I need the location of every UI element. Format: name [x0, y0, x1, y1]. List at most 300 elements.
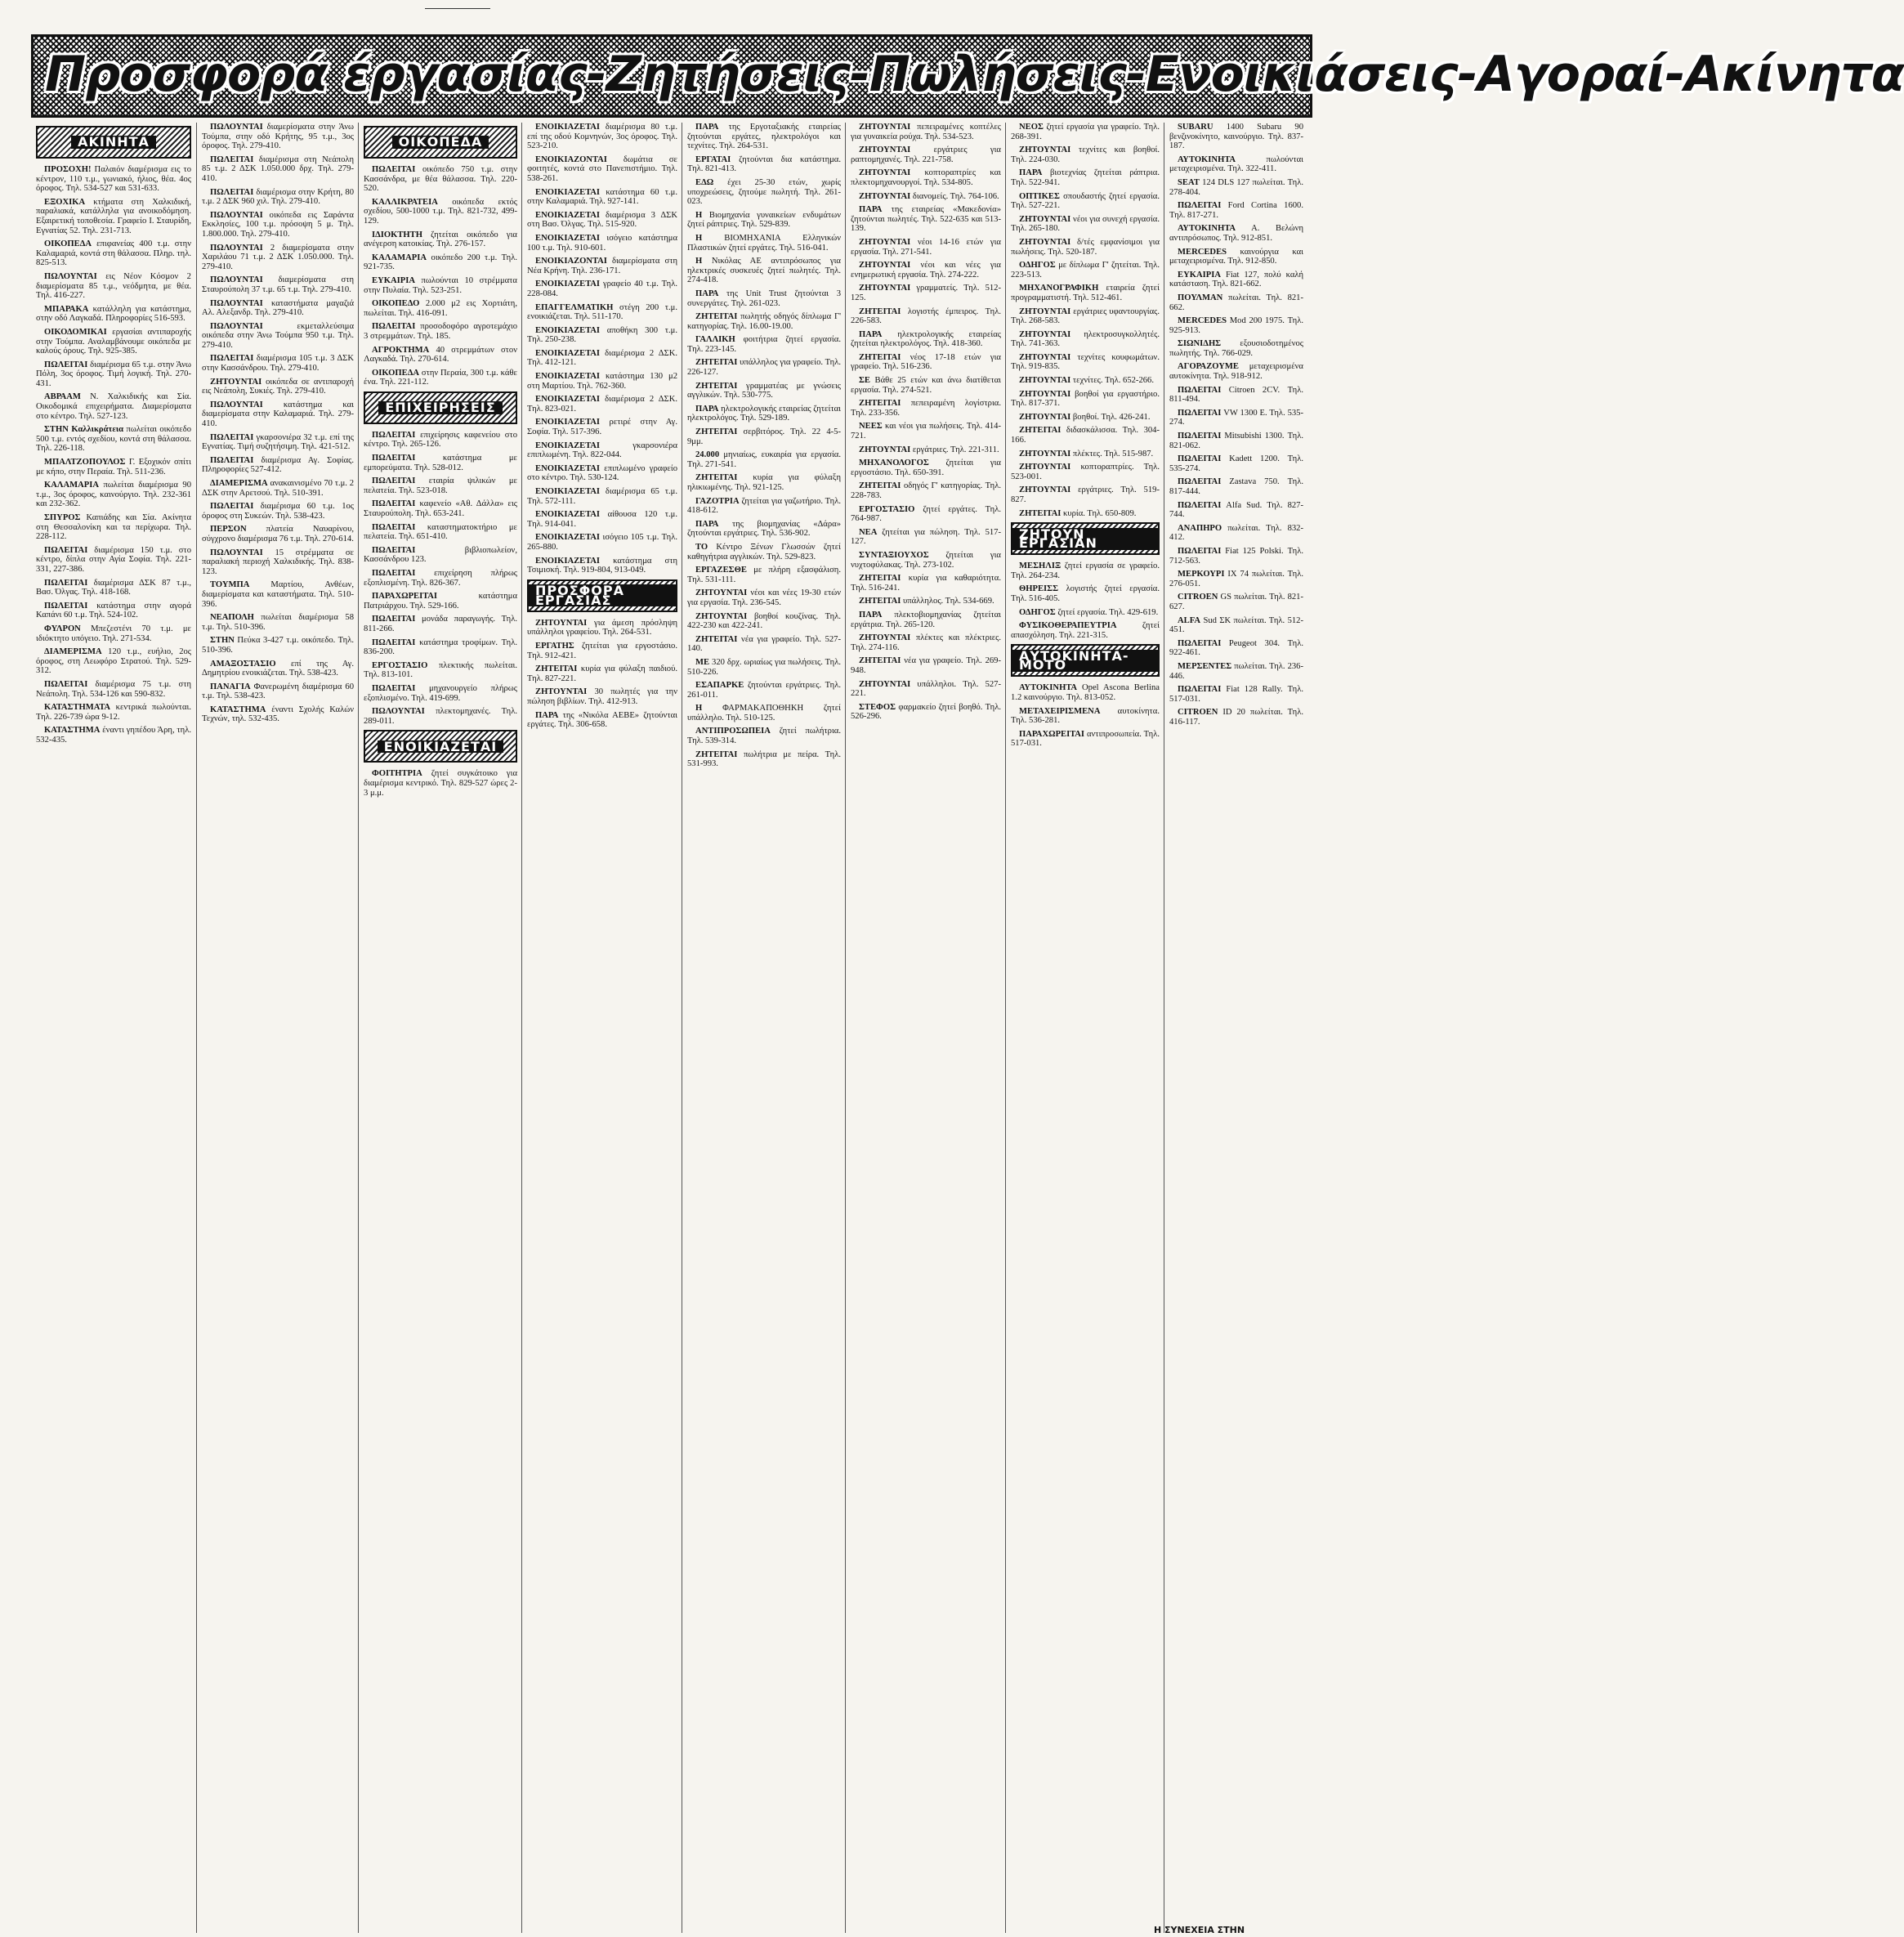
ad-text: 40 στρεμμάτων στον Λαγκαδά. Τηλ. 270-614.: [364, 345, 517, 365]
ad-text: 1400 Subaru 90 βενζινοκίνητο, καινούργιο. Τηλ. 837-187.: [1169, 123, 1303, 151]
ad-text: Βιομηχανία γυναικείων ενδυμάτων ζητεί ράπτριες. Τηλ. 529-839.: [687, 210, 841, 230]
ad-text: εταιρία ψιλικών με πελατεία. Τηλ. 523-018.: [364, 476, 517, 495]
classified-ad: [687, 612, 841, 631]
ad-text: οικόπεδα εις Σαράντα Εκκλησίες, 100 τ.μ. πρόσοψη 5 μ. Τηλ. 1.800.000. Τηλ. 279-410.: [202, 210, 354, 239]
ad-text: Zastava 750. Τηλ. 817-444.: [1169, 477, 1303, 496]
classified-ad: [851, 445, 1001, 455]
ad-lead: ΖΗΤΟΥΝΤΑΙ: [1019, 237, 1071, 247]
ad-lead: ΖΗΤΟΥΝΤΑΙ: [1019, 463, 1071, 472]
ad-lead: ΖΗΤΟΥΝΤΑΙ: [859, 261, 911, 271]
classified-ad: [364, 569, 517, 588]
classified-ad: [687, 427, 841, 446]
ad-text: της Unit Trust ζητούνται 3 συνεργάτες. Τηλ. 261-023.: [687, 289, 841, 308]
ad-text: νέοι και νέες 19-30 ετών για εργασία. Τηλ. 236-545.: [687, 588, 841, 607]
ad-lead: ΠΩΛΕΙΤΑΙ: [1178, 477, 1222, 487]
classified-ad: [687, 257, 841, 285]
ad-text: σερβιτόρος. Τηλ. 22 4-5-9μμ.: [687, 427, 841, 446]
classified-ad: [364, 276, 517, 295]
ad-lead: SUBARU: [1178, 123, 1213, 132]
ad-lead: ΕΝΟΙΚΙΑΖΕΤΑΙ: [535, 348, 601, 358]
ad-text: ζητείται για εργοστάσιο. Τηλ. 912-421.: [527, 641, 678, 660]
classified-ad: [687, 405, 841, 423]
classified-ad: [1011, 390, 1160, 409]
classified-ad: [1169, 570, 1303, 588]
ad-lead: ΚΑΛΑΜΑΡΙΑ: [44, 481, 100, 490]
ad-lead: ΠΑΡΑ: [695, 123, 719, 132]
classified-ad: [364, 592, 517, 611]
ad-text: ζητεί απασχόληση. Τηλ. 221-315.: [1011, 621, 1160, 640]
classified-ad: [687, 289, 841, 308]
classified-ad: [364, 454, 517, 472]
ad-text: φοιτήτρια ζητεί εργασία. Τηλ. 223-145.: [687, 335, 841, 354]
classified-ad: [36, 165, 191, 194]
classified-ad: [851, 330, 1001, 349]
ad-lead: ΕΝΟΙΚΙΑΖΕΤΑΙ: [535, 487, 601, 496]
classified-ad: [527, 395, 677, 414]
classified-ad: [1169, 501, 1303, 520]
classified-ad: [1011, 145, 1160, 164]
banner-title: Προσφορά έργασίας-Ζητήσεις-Πωλήσεις-Ενοικιάσεις-Αγοραί-Ακίνητα: [45, 46, 1904, 103]
ad-lead: ΖΗΤΟΥΝΤΑΙ: [859, 679, 911, 689]
classified-ad: [36, 703, 191, 722]
classified-ad: [202, 155, 354, 184]
section-header: [1011, 522, 1160, 555]
classified-ad: [364, 431, 517, 450]
ad-lead: ΠΩΛΕΙΤΑΙ: [210, 187, 254, 197]
ad-text: διαμέρισμα Αγ. Σοφίας. Πληροφορίες 527-412.: [202, 455, 354, 475]
ad-text: κατάστημα στην αγορά Καπάνι 60 τ.μ. Τηλ. 524-102.: [36, 601, 191, 620]
ad-text: διαμέρισμα 65 τ.μ. Τηλ. 572-111.: [527, 487, 677, 506]
ad-lead: ΦΟΙΤΗΤΡΙΑ: [372, 769, 422, 779]
ad-text: διαμέρισμα 105 τ.μ. 3 ΔΣΚ στην Κασσάνδρου. Τηλ. 279-410.: [202, 354, 354, 374]
ad-text: γραμματείς. Τηλ. 512-125.: [851, 284, 1001, 302]
ad-lead: ΤΟΥΜΠΑ: [210, 580, 250, 590]
ad-text: εργασίαι αντιπαροχής στην Τούμπα. Αναλαμβάνουμε οικόπεδα με καλούς όρους. Τηλ. 925-385.: [36, 327, 191, 356]
ad-text: διαμέρισμα ΔΣΚ 87 τ.μ., Βασ. Όλγας. Τηλ. 418-168.: [36, 578, 191, 597]
ad-text: Ford Cortina 1600. Τηλ. 817-271.: [1169, 201, 1303, 220]
classified-ad: [1011, 463, 1160, 481]
ad-text: κατάστημα με εμπορεύματα. Τηλ. 528-012.: [364, 454, 517, 472]
classified-ad: [687, 155, 841, 174]
ad-text: πωλούνται 10 στρέμματα στην Πυλαία. Τηλ. 523-251.: [364, 275, 517, 295]
classified-ad: [687, 497, 841, 516]
classified-ad: [1169, 454, 1303, 473]
ad-text: γκαρσονιέρα 32 τ.μ. επί της Εγνατίας. Τιμή συζητήσιμη. Τηλ. 421-512.: [202, 432, 354, 452]
ad-lead: ΠΑΡΑ: [1019, 168, 1043, 178]
ad-text: της εταιρείας «Μακεδονία» ζητούνται πωλητές. Τηλ. 522-635 και 513-139.: [851, 205, 1001, 234]
ad-text: της βιομηχανίας «Δάρα» ζητούνται εργάτριες. Τηλ. 536-902.: [687, 519, 841, 539]
ad-lead: ALFA: [1178, 615, 1201, 625]
section-header: [364, 730, 517, 763]
classified-column: [521, 123, 682, 1933]
ad-text: ζητεί συγκάτοικο για διαμέρισμα κεντρικό. Τηλ. 829-527 ώρες 2-3 μ.μ.: [364, 769, 517, 798]
classified-ad: [1169, 155, 1303, 174]
classified-ad: [36, 328, 191, 356]
ad-text: ΙΧ 74 πωλείται. Τηλ. 276-051.: [1169, 570, 1303, 588]
ad-lead: ΠΩΛΕΙΤΑΙ: [1178, 500, 1222, 510]
ad-text: πωλείται οικόπεδο 500 τ.μ. εντός σχεδίου, κοντά στη θάλασσα. Τηλ. 226-118.: [36, 425, 191, 454]
ad-lead: ΣΤΗΝ: [210, 636, 235, 646]
ad-text: στην Περαία, 300 τ.μ. κάθε ένα. Τηλ. 221-112.: [364, 368, 517, 387]
ad-lead: ΖΗΤΟΥΝΤΑΙ: [535, 618, 588, 628]
classified-ad: [527, 533, 677, 552]
ad-text: GS πωλείται. Τηλ. 821-627.: [1169, 593, 1303, 611]
ad-lead: ΖΗΤΟΥΝΤΑΙ: [210, 377, 262, 387]
ad-text: πωλήτρια με πείρα. Τηλ. 531-993.: [687, 749, 841, 769]
ad-text: Alfa Sud. Τηλ. 827-744.: [1169, 500, 1303, 520]
ad-text: ζητεί εργάτες. Τηλ. 764-987.: [851, 504, 1002, 524]
classified-ad: [851, 205, 1001, 234]
classified-ad: [527, 123, 677, 151]
classified-ad: [851, 459, 1001, 477]
classified-ad: [202, 188, 354, 207]
classified-ad: [364, 707, 517, 726]
ad-lead: ΑΝΤΙΠΡΟΣΩΠΕΙΑ: [695, 727, 771, 736]
ad-lead: ΜΕΡΣΕΝΤΕΣ: [1178, 661, 1232, 671]
ad-text: ΒΙΟΜΗΧΑΝΙΑ Ελληνικών Πλαστικών ζητεί εργάτες. Τηλ. 516-041.: [687, 233, 841, 253]
ad-lead: ΖΗΤΕΙΤΑΙ: [859, 574, 901, 584]
ad-lead: ΟΙΚΟΠΕΔΟ: [372, 299, 420, 309]
ad-text: διαμέρισμα 65 τ.μ. στην Άνω Πόλη, 3ος όροφος. Τιμή λογική. Τηλ. 270-431.: [36, 360, 191, 388]
ad-text: σπουδαστής ζητεί εργασία. Τηλ. 527-221.: [1011, 191, 1160, 211]
classified-ad: [36, 647, 191, 676]
ad-text: ζητεί εργασία για γραφείο. Τηλ. 268-391.: [1011, 123, 1160, 141]
ad-text: Fiat 127, πολύ καλή κατάσταση. Τηλ. 821-662.: [1169, 270, 1303, 289]
ad-lead: ΠΩΛΟΥΝΤΑΙ: [210, 298, 263, 308]
ad-lead: ΓΑΖΟΤΡΙΑ: [695, 496, 740, 506]
ad-text: αυτοκίνητα. Τηλ. 536-281.: [1011, 706, 1160, 726]
ad-lead: ΠΑΡΑΧΩΡΕΙΤΑΙ: [372, 592, 438, 602]
ad-lead: ΖΗΤΟΥΝΤΑΙ: [859, 123, 911, 132]
ad-lead: ΠΩΛΕΙΤΑΙ: [1178, 432, 1222, 441]
ad-text: διαμέρισμα 150 τ.μ. στο κέντρο, δίπλα στην Αγία Σοφία. Τηλ. 221-331, 227-386.: [36, 545, 191, 574]
ad-text: και νέοι για πωλήσεις. Τηλ. 414-721.: [851, 422, 1001, 441]
classified-ad: [1169, 685, 1303, 704]
ad-text: Fiat 125 Polski. Τηλ. 712-563.: [1169, 546, 1303, 566]
ad-text: ID 20 πωλείται. Τηλ. 416-117.: [1169, 708, 1303, 727]
classified-ad: [527, 257, 677, 275]
classified-ad: [36, 513, 191, 542]
classified-ad: [1169, 386, 1303, 405]
classified-ad: [1011, 426, 1160, 445]
ad-lead: ΕΝΟΙΚΙΑΖΟΝΤΑΙ: [535, 154, 607, 164]
ad-lead: ΠΩΛΟΥΝΤΑΙ: [210, 400, 263, 409]
ad-text: επιφανείας 400 τ.μ. στην Καλαμαριά, κοντά στη θάλασσα. Πληρ. τηλ. 825-513.: [36, 239, 191, 268]
ad-lead: ΖΗΤΟΥΝΤΑΙ: [1019, 412, 1071, 422]
ad-text: εργάτριες υφαντουργίας. Τηλ. 268-583.: [1011, 306, 1160, 326]
ad-lead: ΔΙΑΜΕΡΙΣΜΑ: [44, 647, 102, 657]
classified-ad: [1169, 432, 1303, 450]
ad-lead: ΠΩΛΟΥΝΤΑΙ: [210, 275, 263, 285]
ad-text: κοπτοραπτρίες. Τηλ. 523-001.: [1011, 463, 1160, 481]
ad-text: αποθήκη 300 τ.μ. Τηλ. 250-238.: [527, 325, 677, 345]
ad-lead: ΠΩΛΕΙΤΑΙ: [1178, 201, 1222, 211]
ad-lead: ΠΕΡΣΟΝ: [210, 525, 247, 535]
classified-ad: [687, 312, 841, 331]
classified-ad: [687, 704, 841, 722]
classified-ad: [1011, 330, 1160, 349]
classified-ad: [527, 188, 677, 207]
ad-text: οδηγός Γ' κατηγορίας. Τηλ. 228-783.: [851, 481, 1001, 500]
ad-text: Νικόλας ΑΕ αντιπρόσωπος για ηλεκτρικές συσκευές ζητεί πωλητές. Τηλ. 274-418.: [687, 257, 841, 285]
classified-ad: [851, 633, 1001, 652]
ad-text: Peugeot 304. Τηλ. 922-461.: [1169, 638, 1303, 658]
section-header: [364, 126, 517, 159]
classified-ad: [851, 528, 1001, 547]
ad-lead: ΖΗΤΕΙΤΑΙ: [859, 597, 901, 606]
ad-text: διαμέρισμα 75 τ.μ. στη Νεάπολη. Τηλ. 534-126 και 590-832.: [36, 679, 191, 699]
ad-lead: ΠΑΡΑ: [535, 710, 559, 720]
ad-lead: ΖΗΤΕΙΤΑΙ: [695, 749, 738, 759]
classified-ad: [527, 418, 677, 436]
classified-ad: [527, 664, 677, 683]
ad-text: ηλεκτρολογικής εταιρείας ζητείται ηλεκτρολόγος. Τηλ. 529-189.: [687, 404, 841, 423]
classified-ad: [364, 684, 517, 703]
ad-text: διανομείς. Τηλ. 764-106.: [912, 191, 999, 201]
ad-lead: ΖΗΤΕΙΤΑΙ: [695, 634, 738, 644]
classified-ad: [1011, 561, 1160, 580]
classified-ad: [364, 769, 517, 798]
ad-lead: ΠΩΛΕΙΤΑΙ: [1178, 408, 1222, 418]
ad-text: κυρία για φύλαξη παιδιού. Τηλ. 827-221.: [527, 664, 677, 683]
ad-lead: ΜΠΑΛΤΖΟΠΟΥΛΟΣ: [44, 458, 126, 467]
ad-text: βοηθοί για εργαστήριο. Τηλ. 817-371.: [1011, 389, 1160, 409]
classified-ad: [527, 687, 677, 706]
classified-ad: [687, 588, 841, 607]
ad-lead: ΖΗΤΟΥΝΤΑΙ: [1019, 145, 1071, 155]
ad-text: καινούργια και μεταχειρισμένα. Τηλ. 912-850.: [1169, 247, 1303, 266]
classified-ad: [687, 750, 841, 769]
ad-text: VW 1300 Ε. Τηλ. 535-274.: [1169, 408, 1303, 427]
ad-text: επιχείρηση πλήρως εξοπλισμένη. Τηλ. 826-367.: [364, 569, 517, 588]
top-rule: [425, 8, 490, 9]
ad-lead: ΜΕΣΗΛΙΞ: [1019, 561, 1062, 571]
ad-lead: ΕΝΟΙΚΙΑΖΕΤΑΙ: [535, 210, 601, 220]
section-title: ΟΙΚΟΠΕΔΑ: [392, 136, 489, 149]
ad-lead: ΕΡΓΟΣΤΑΣΙΟ: [859, 504, 915, 514]
ad-text: με πλήρη εξασφάλιση. Τηλ. 531-111.: [687, 566, 841, 584]
classified-ad: [851, 145, 1001, 164]
ad-text: νέα για γραφείο. Τηλ. 269-948.: [851, 656, 1001, 675]
ad-lead: ΑΝΑΠΗΡΟ: [1178, 523, 1222, 533]
ad-text: τεχνίτες. Τηλ. 652-266.: [1072, 376, 1154, 386]
ad-text: δωμάτια σε φοιτητές, κοντά στο Πανεπιστήμιο. Τηλ. 538-261.: [527, 154, 677, 183]
ad-text: υπάλληλοι. Τηλ. 527-221.: [851, 679, 1001, 699]
ad-text: βοηθοί. Τηλ. 426-241.: [1072, 412, 1151, 422]
classified-ad: [36, 624, 191, 643]
ad-text: διαμέρισμα 60 τ.μ. 1ος όροφος στη Συκεών. Τηλ. 538-423.: [202, 502, 354, 521]
ad-text: νέα για γραφείο. Τηλ. 527-140.: [687, 634, 841, 654]
classified-ad: [687, 473, 841, 492]
classified-ad: [687, 635, 841, 654]
classified-ad: [1011, 215, 1160, 234]
ad-lead: ΠΑΡΑ: [859, 329, 883, 339]
ad-lead: ΕΝΟΙΚΙΑΖΕΤΑΙ: [535, 280, 601, 289]
classified-ad: [1011, 683, 1160, 702]
ad-lead: ΦΥΛΡΟΝ: [44, 624, 81, 633]
ad-lead: ΖΗΤΟΥΝΤΑΙ: [1019, 449, 1071, 459]
ad-text: διαμέρισμα στη Νεάπολη 85 τ.μ. 2 ΔΣΚ 1.050.000 δρχ. Τηλ. 279-410.: [202, 154, 354, 183]
ad-lead: ΠΩΛΕΙΤΑΙ: [210, 354, 254, 364]
classified-ad: [364, 165, 517, 194]
ad-text: πλεκτοβιομηχανίας ζητείται εργάτρια. Τηλ. 265-120.: [851, 610, 1001, 629]
ad-lead: ΠΩΛΕΙΤΑΙ: [1178, 638, 1222, 648]
ad-text: πλεκτομηχανές. Τηλ. 289-011.: [364, 707, 517, 726]
ad-text: εξουσιοδοτημένος πωλητής. Τηλ. 766-029.: [1169, 339, 1303, 358]
classified-ad: [1169, 708, 1303, 727]
ad-text: 2.000 μ2 εις Χορτιάτη, πωλείται. Τηλ. 416-091.: [364, 299, 517, 318]
ad-lead: ΟΠΤΙΚΕΣ: [1019, 191, 1060, 201]
ad-lead: ΠΩΛΕΙΤΑΙ: [372, 430, 416, 440]
ad-text: καταστήματα μαγαζιά Αλ. Αλεξανδρ. Τηλ. 279-410.: [202, 298, 354, 318]
ad-lead: ΖΗΤΟΥΝΤΑΙ: [1019, 214, 1071, 224]
classified-column: [196, 123, 359, 1933]
ad-text: Καπιάδης και Σία. Ακίνητα στη Θεσσαλονίκη και τα περίχωρα. Τηλ. 228-112.: [36, 513, 191, 542]
ad-text: μονάδα παραγωγής. Τηλ. 811-266.: [364, 615, 517, 633]
ad-lead: ΝΕΕΣ: [859, 422, 883, 432]
ad-lead: ΠΩΛΟΥΝΤΑΙ: [210, 123, 263, 132]
classified-ad: [527, 155, 677, 184]
ad-text: τεχνίτες κουφωμάτων. Τηλ. 919-835.: [1011, 352, 1160, 372]
classified-ad: [202, 660, 354, 678]
ad-lead: ΚΑΛΑΜΑΡΙΑ: [372, 253, 427, 262]
classified-ad: [851, 192, 1001, 202]
classified-ad: [202, 479, 354, 498]
ad-lead: CITROEN: [1178, 593, 1218, 602]
classified-ad: [1011, 413, 1160, 423]
ad-lead: ΠΩΛΕΙΤΑΙ: [44, 601, 88, 611]
ad-text: διαμερίσματα στη Νέα Κρήνη. Τηλ. 236-171.: [527, 257, 677, 275]
ad-text: νέοι και νέες για ενημερωτική εργασία. Τηλ. 274-222.: [851, 261, 1001, 280]
ad-lead: ΕΥΚΑΙΡΙΑ: [1178, 270, 1221, 280]
ad-text: Παλαιόν διαμέρισμα εις το κέντρον, 110 τ.μ., γωνιακό, ήλιος, θέα. 4ος όροφος. Τηλ. 534-527 και 531-633.: [36, 165, 191, 194]
ad-lead: ΠΩΛΕΙΤΑΙ: [44, 679, 88, 689]
classified-ad: [527, 234, 677, 253]
ad-lead: ΕΝΟΙΚΙΑΖΕΤΑΙ: [535, 325, 601, 335]
ad-lead: ΕΝΟΙΚΙΑΖΕΤΑΙ: [535, 556, 601, 566]
ad-text: πωλείται διαμέρισμα 90 τ.μ., 3ος όροφος, καινούργιο. Τηλ. 232-361 και 232-362.: [36, 481, 191, 509]
ad-lead: ΣΕ: [859, 376, 870, 386]
ad-text: κατάστημα Πατριάρχου. Τηλ. 529-166.: [364, 592, 517, 611]
ad-lead: ΠΩΛΕΙΤΑΙ: [210, 455, 254, 465]
classified-ad: [364, 499, 517, 518]
ad-lead: ΖΗΤΕΙΤΑΙ: [695, 427, 738, 437]
ad-lead: ΠΩΛΕΙΤΑΙ: [372, 322, 416, 332]
ad-lead: ΖΗΤΟΥΝΤΑΙ: [859, 191, 911, 201]
ad-lead: ΖΗΤΟΥΝΤΑΙ: [1019, 485, 1071, 495]
ad-text: πλεκτικής πωλείται. Τηλ. 813-101.: [364, 660, 517, 680]
classified-ad: [527, 464, 677, 483]
ad-lead: 24.000: [695, 450, 720, 460]
ad-text: ανακαινισμένο 70 τ.μ. 2 ΔΣΚ στην Αρετσού. Τηλ. 510-391.: [202, 479, 354, 498]
classified-ad: [1011, 123, 1160, 141]
ad-lead: ΑΓΟΡΑΖΟΥΜΕ: [1178, 362, 1239, 372]
classified-ad: [851, 611, 1001, 629]
ad-text: εις Νέον Κόσμον 2 διαμερίσματα 85 τ.μ., νεόδμητα, με θέα. Τηλ. 416-227.: [36, 271, 191, 301]
ad-lead: ΠΑΡΑ: [695, 404, 719, 414]
ad-text: εργάτριες. Τηλ. 221-311.: [912, 445, 999, 454]
ad-text: δ/τές εμφανίσιμοι για πωλήσεις. Τηλ. 520-187.: [1011, 237, 1160, 257]
ad-lead: ΣΠΥΡΟΣ: [44, 513, 81, 522]
ad-text: κυρία για φύλαξη ηλικιωμένης. Τηλ. 921-125.: [687, 473, 841, 492]
ad-text: πεπειραμένη λογίστρια. Τηλ. 233-356.: [851, 399, 1001, 418]
ad-text: βοηθοί κουζίνας. Τηλ. 422-230 και 422-241.: [687, 611, 841, 631]
ad-lead: ΖΗΤΟΥΝΤΑΙ: [1019, 389, 1071, 399]
classified-ad: [36, 425, 191, 454]
ad-text: νέος 17-18 ετών για γραφείο. Τηλ. 516-236.: [851, 352, 1001, 372]
ad-lead: ΖΗΤΟΥΝΤΑΙ: [535, 687, 588, 697]
ad-text: λογιστής ζητεί εργασία. Τηλ. 516-405.: [1011, 584, 1160, 603]
ad-lead: ΕΣΑΠΑΡΚΕ: [695, 681, 744, 691]
ad-text: επιχείρησις καφενείου στο κέντρο. Τηλ. 265-126.: [364, 430, 517, 450]
ad-text: κτήματα στη Χαλκιδική, παραλιακά, κατάλληλα για ανοικοδόμηση. Εξαιρετική τοποθεσία. Γραφείο Ι. Σταυρίδη, Εγνατίας 52. Τηλ. 231-713.: [36, 197, 191, 235]
classified-ad: [851, 481, 1001, 500]
classified-ad: [1169, 662, 1303, 681]
classified-column: [358, 123, 522, 1933]
classified-ad: [1169, 316, 1303, 335]
classified-ad: [202, 502, 354, 521]
ad-lead: ΠΟΥΛΜΑΝ: [1178, 293, 1223, 302]
classified-ad: [687, 450, 841, 469]
classified-ad: [36, 579, 191, 597]
classified-ad: [687, 234, 841, 253]
ad-lead: ΖΗΤΕΙΤΑΙ: [859, 399, 901, 409]
ad-text: ζητούνται εργάτριες. Τηλ. 261-011.: [687, 681, 841, 700]
classified-ad: [1011, 485, 1160, 504]
ad-lead: ΤΟ: [695, 542, 708, 552]
classified-ad: [202, 378, 354, 396]
ad-text: Mod 200 1975. Τηλ. 925-913.: [1169, 316, 1303, 335]
ad-lead: ΠΩΛΕΙΤΑΙ: [372, 522, 416, 532]
classified-ad: [527, 280, 677, 298]
classified-ad: [1011, 730, 1160, 749]
ad-lead: ΣΙΩΝΙΔΗΣ: [1178, 339, 1222, 349]
ad-text: πωλείται. Τηλ. 236-446.: [1169, 661, 1303, 681]
ad-lead: ΑΓΡΟΚΤΗΜΑ: [372, 345, 430, 355]
ad-text: διαμερίσματα στην Άνω Τούμπα, στην οδό Κρήτης, 95 τ.μ., 3ος όροφος. Τηλ. 279-410.: [202, 123, 354, 151]
classified-ad: [364, 198, 517, 226]
ad-text: Πεύκα 3-427 τ.μ. οικόπεδο. Τηλ. 510-396.: [202, 636, 354, 655]
ad-text: λογιστής έμπειρος. Τηλ. 226-583.: [851, 306, 1001, 326]
classified-ad: [1011, 509, 1160, 519]
classified-ad: [1011, 608, 1160, 618]
ad-text: με δίπλωμα Γ' ζητείται. Τηλ. 223-513.: [1011, 261, 1160, 280]
classified-ad: [527, 487, 677, 506]
ad-text: οικόπεδα εκτός σχεδίου, 500-1000 τ.μ. Τηλ. 821-732, 499-129.: [364, 197, 517, 226]
classified-ad: [1011, 707, 1160, 726]
classified-ad: [687, 382, 841, 400]
ad-text: επιπλωμένο γραφείο στο κέντρο. Τηλ. 530-124.: [527, 463, 677, 483]
ad-text: 320 δρχ. ωριαίως για πωλήσεις. Τηλ. 510-226.: [687, 657, 841, 677]
ad-text: νέοι 14-16 ετών για εργασία. Τηλ. 271-541.: [851, 237, 1001, 257]
ad-lead: ΠΩΛΕΙΤΑΙ: [1178, 385, 1222, 395]
ad-text: εταιρεία ζητεί προγραμματιστή. Τηλ. 512-461.: [1011, 284, 1160, 302]
ad-text: διαμερίσματα στη Σταυρούπολη 37 τ.μ. 65 τ.μ. Τηλ. 279-410.: [202, 275, 354, 294]
classified-ad: [851, 376, 1001, 395]
classified-ad: [527, 349, 677, 368]
classified-ad: [364, 615, 517, 633]
ad-lead: ΕΝΟΙΚΙΑΖΕΤΑΙ: [535, 187, 601, 197]
ad-text: διδασκάλισσα. Τηλ. 304-166.: [1011, 426, 1160, 445]
ad-lead: ΠΩΛΕΙΤΑΙ: [1178, 546, 1222, 556]
ad-lead: ΖΗΤΟΥΝΤΑΙ: [695, 588, 748, 598]
ad-text: Sud ΣΚ πωλείται. Τηλ. 512-451.: [1169, 615, 1303, 635]
classified-ad: [1169, 293, 1303, 312]
classified-ad: [36, 546, 191, 575]
classified-ad: [36, 305, 191, 324]
ad-text: προσοδοφόρο αγροτεμάχιο 3 στρεμμάτων. Τηλ. 185.: [364, 322, 517, 341]
ad-lead: ΖΗΤΕΙΤΑΙ: [859, 481, 901, 491]
